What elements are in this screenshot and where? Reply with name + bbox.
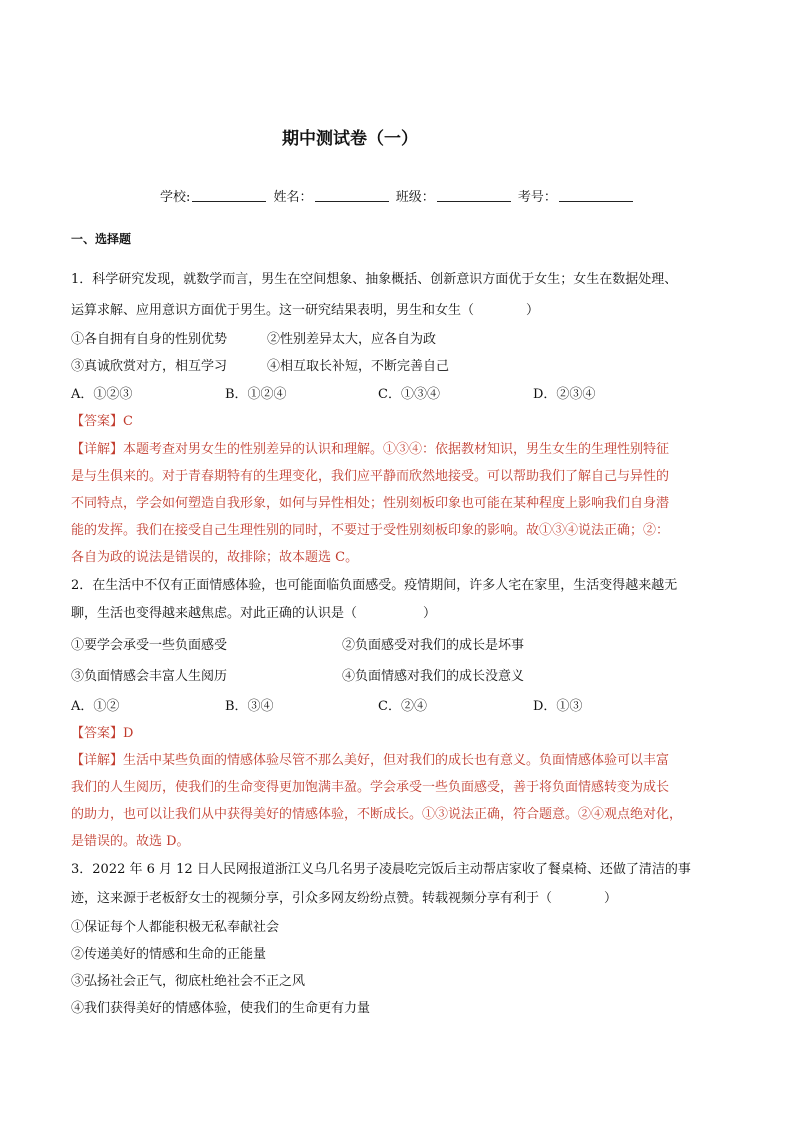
q2-answer <box>71 725 133 743</box>
q1-detail-line-1 <box>71 441 669 459</box>
q1-choice-b[interactable]: B．①②④ <box>225 387 287 402</box>
q1-statement-4: ④相互取长补短，不断完善自己 <box>267 359 450 374</box>
q3-statement-3: ③弘扬社会正气，彻底杜绝社会不正之风 <box>71 974 306 989</box>
q2-choice-d[interactable]: D．①③ <box>533 699 583 714</box>
q3-bracket-close: ） <box>604 891 618 906</box>
school-label: 学校: <box>160 190 191 205</box>
q2-bracket-close: ） <box>423 606 437 621</box>
class-blank[interactable] <box>437 189 511 202</box>
q1-choice-c[interactable]: C．①③④ <box>378 387 440 402</box>
q1-stem-line-2 <box>71 302 539 320</box>
q3-statement-4: ④我们获得美好的情感体验，使我们的生命更有力量 <box>71 1001 371 1016</box>
q2-detail-line-2: 我们的人生阅历，使我们的生命变得更加饱满丰盈。学会承受一些负面感受，善于将负面情感转变为成长 <box>71 780 670 795</box>
q2-detail-line-1 <box>71 752 669 770</box>
q2-detail-line-3: 的助力，也可以让我们从中获得美好的情感体验，不断成长。①③说法正确，符合题意。②④观点绝对化， <box>71 807 683 822</box>
q1-statement-3: ③真诚欣赏对方，相互学习 <box>71 359 228 374</box>
q2-stem-line-2 <box>71 605 436 623</box>
q2-answer-value: D <box>123 726 134 741</box>
q1-bracket-close: ） <box>526 303 540 318</box>
q2-choice-a[interactable]: A．①② <box>71 699 120 714</box>
q1-answer-value: C <box>123 414 133 429</box>
q1-detail-line-4: 能的发挥。我们在接受自己生理性别的同时，不要过于受性别刻板印象的影响。故①③④说法正确；②： <box>71 523 670 538</box>
q2-statement-2: ②负面感受对我们的成长是坏事 <box>342 638 525 653</box>
q3-statement-2: ②传递美好的情感和生命的正能量 <box>71 947 267 962</box>
q3-stem-line-1: 3．2022 年 6 月 12 日人民网报道浙江义乌几名男子凌晨吃完饭后主动帮店家收了餐桌椅、还做了清洁的事 <box>71 862 691 877</box>
q2-stem-line-1: 2．在生活中不仅有正面情感体验，也可能面临负面感受。疫情期间，许多人宅在家里，生活变得越来越无 <box>71 578 678 593</box>
q2-detail-tag: 【详解】 <box>71 753 124 768</box>
number-blank[interactable] <box>559 189 633 202</box>
q2-statement-4: ④负面情感对我们的成长没意义 <box>342 669 525 684</box>
student-info-bar <box>160 186 636 205</box>
q1-choice-a[interactable]: A．①②③ <box>71 387 133 402</box>
q1-answer <box>71 413 133 431</box>
q2-statement-1: ①要学会承受一些负面感受 <box>71 638 228 653</box>
q3-stem-text: 迹，这来源于老板舒女士的视频分享，引众多网友纷纷点赞。转载视频分享有利于（ <box>71 891 553 906</box>
q1-choice-d[interactable]: D．②③④ <box>533 387 596 402</box>
section-heading: 一、选择题 <box>71 232 132 246</box>
q1-detail-line-3: 不同特点，学会如何塑造自我形象，如何与异性相处；性别刻板印象也可能在某种程度上影响我们自身潜 <box>71 496 670 511</box>
name-label: 姓名： <box>273 190 313 205</box>
q1-stem-text: 运算求解、应用意识方面优于男生。这一研究结果表明，男生和女生（ <box>71 303 475 318</box>
q2-detail-line-4: 是错误的。故选 D。 <box>71 834 190 849</box>
q2-detail-text-1: 生活中某些负面的情感体验尽管不那么美好，但对我们的成长也有意义。负面情感体验可以丰富 <box>123 753 670 768</box>
q1-statement-2: ②性别差异太大，应各自为政 <box>267 332 437 347</box>
q2-choice-c[interactable]: C．②④ <box>378 699 427 714</box>
q2-stem-text: 聊，生活也变得越来越焦虑。对此正确的认识是（ <box>71 606 358 621</box>
school-blank[interactable] <box>192 189 266 202</box>
q3-stem-line-2 <box>71 890 617 908</box>
page-title: 期中测试卷（一） <box>282 129 418 149</box>
q3-statement-1: ①保证每个人都能积极无私奉献社会 <box>71 920 280 935</box>
number-label: 考号： <box>517 190 557 205</box>
q2-choice-b[interactable]: B．③④ <box>225 699 274 714</box>
q2-answer-tag: 【答案】 <box>71 726 124 741</box>
q1-answer-tag: 【答案】 <box>71 414 124 429</box>
q1-detail-tag: 【详解】 <box>71 442 124 457</box>
q1-detail-line-5: 各自为政的说法是错误的，故排除；故本题选 C。 <box>71 550 359 565</box>
q1-detail-text-1: 本题考查对男女生的性别差异的认识和理解。①③④：依据教材知识，男生女生的生理性别特征 <box>123 442 670 457</box>
q1-statement-1: ①各自拥有自身的性别优势 <box>71 332 228 347</box>
q1-stem-line-1: 1．科学研究发现，就数学而言，男生在空间想象、抽象概括、创新意识方面优于女生；女生在数据处理、 <box>71 272 678 287</box>
q2-statement-3: ③负面情感会丰富人生阅历 <box>71 669 228 684</box>
name-blank[interactable] <box>315 189 389 202</box>
class-label: 班级： <box>395 190 435 205</box>
q1-detail-line-2: 是与生俱来的。对于青春期特有的生理变化，我们应平静而欣然地接受。可以帮助我们了解自己与异性的 <box>71 469 670 484</box>
